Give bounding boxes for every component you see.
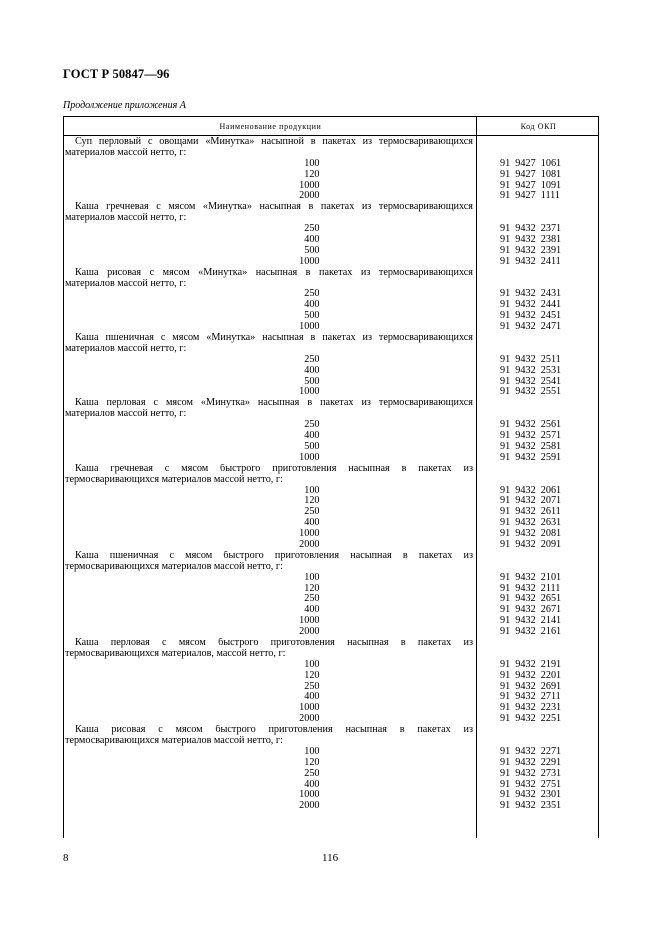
okp-code: 91 9432 2111: [500, 582, 561, 594]
okp-code: 91 9432 2371: [500, 223, 562, 235]
net-weight-value: 2000: [299, 800, 320, 812]
net-weight-value: 2000: [299, 538, 320, 550]
net-weight-value: 1000: [299, 386, 320, 398]
page-number: 8: [63, 852, 69, 864]
okp-code: 91 9432 2351: [500, 800, 562, 812]
okp-code: 91 9432 2231: [500, 702, 562, 714]
product-name-row: [63, 268, 599, 279]
okp-code: 91 9432 2511: [500, 353, 561, 365]
okp-code: 91 9432 2551: [500, 386, 562, 398]
product-name-row: [63, 333, 599, 344]
net-weight-value: 2000: [299, 190, 320, 202]
table-header: [63, 116, 599, 136]
product-name-row: [63, 398, 599, 409]
net-weight-value: 100: [304, 157, 320, 169]
table-row: [63, 573, 599, 584]
net-weight-value: 120: [304, 495, 320, 507]
okp-code: 91 9432 2631: [500, 517, 562, 529]
okp-code: 91 9432 2581: [500, 440, 562, 452]
table-row: [63, 191, 599, 202]
table-row: [63, 671, 599, 682]
product-name-row: [63, 551, 599, 562]
okp-code: 91 9432 2301: [500, 789, 562, 801]
net-weight-value: 100: [304, 484, 320, 496]
product-name-text: Каша перловая с мясом быстрого приготовления насыпная в пакетах из: [75, 637, 473, 648]
net-weight-value: 1000: [299, 702, 320, 714]
okp-code: 91 9432 2751: [500, 778, 562, 790]
product-name-text: Суп перловый с овощами «Минутка» насыпной в пакетах из термосваривающихся: [75, 137, 473, 147]
okp-code: 91 9432 2711: [500, 691, 561, 703]
net-weight-value: 120: [304, 582, 320, 594]
net-weight-value: 400: [304, 778, 320, 790]
products-table: [63, 116, 599, 838]
product-name-row: [63, 137, 599, 148]
product-name-row: [63, 202, 599, 213]
okp-code: 91 9427 1081: [500, 168, 562, 180]
okp-code: 91 9432 2291: [500, 756, 562, 768]
table-row: [63, 257, 599, 268]
okp-code: 91 9432 2101: [500, 571, 562, 583]
net-weight-value: 250: [304, 419, 320, 431]
okp-code: 91 9432 2071: [500, 495, 562, 507]
table-row: [63, 387, 599, 398]
okp-code: 91 9427 1091: [500, 179, 562, 191]
product-name-row: [63, 464, 599, 475]
net-weight-value: 250: [304, 288, 320, 300]
net-weight-value: 1000: [299, 789, 320, 801]
product-name-row: [63, 638, 599, 649]
product-name-text: термосваривающихся материалов, массой нетто, г:: [65, 648, 286, 659]
okp-code: 91 9432 2471: [500, 321, 562, 333]
table-row: [63, 540, 599, 551]
table-body: [63, 137, 599, 812]
column-header-name: Наименование продукции: [219, 122, 322, 131]
product-name-text: материалов массой нетто, г:: [65, 343, 187, 354]
net-weight-value: 400: [304, 299, 320, 311]
product-name-text: материалов массой нетто, г:: [65, 213, 187, 224]
okp-code: 91 9432 2651: [500, 593, 562, 605]
sheet-number: 116: [322, 852, 339, 864]
product-name-text: термосваривающихся материалов массой нетто, г:: [65, 561, 283, 572]
net-weight-value: 400: [304, 517, 320, 529]
net-weight-value: 120: [304, 756, 320, 768]
net-weight-value: 1000: [299, 451, 320, 463]
column-header-code: Код ОКП: [520, 122, 557, 131]
okp-code: 91 9432 2141: [500, 615, 562, 627]
okp-code: 91 9432 2691: [500, 680, 562, 692]
net-weight-value: 250: [304, 680, 320, 692]
okp-code: 91 9432 2391: [500, 244, 562, 256]
table-row: [63, 453, 599, 464]
net-weight-value: 400: [304, 234, 320, 246]
net-weight-value: 400: [304, 691, 320, 703]
continuation-note: Продолжение приложения А: [63, 100, 186, 111]
net-weight-value: 250: [304, 506, 320, 518]
product-name-row: [63, 475, 599, 486]
product-name-text: термосваривающихся материалов массой нетто, г:: [65, 735, 283, 746]
net-weight-value: 100: [304, 658, 320, 670]
table-row: [63, 714, 599, 725]
okp-code: 91 9432 2591: [500, 451, 562, 463]
okp-code: 91 9432 2731: [500, 767, 562, 779]
okp-code: 91 9432 2271: [500, 745, 562, 757]
okp-code: 91 9432 2161: [500, 626, 562, 638]
net-weight-value: 400: [304, 364, 320, 376]
net-weight-value: 120: [304, 168, 320, 180]
net-weight-value: 1000: [299, 528, 320, 540]
net-weight-value: 100: [304, 745, 320, 757]
okp-code: 91 9432 2251: [500, 713, 562, 725]
net-weight-value: 500: [304, 244, 320, 256]
product-name-text: Каша рисовая с мясом «Минутка» насыпная в пакетах из термосваривающихся: [75, 267, 473, 278]
net-weight-value: 400: [304, 430, 320, 442]
okp-code: 91 9432 2411: [500, 255, 561, 267]
okp-code: 91 9432 2201: [500, 669, 562, 681]
okp-code: 91 9432 2611: [500, 506, 561, 518]
table-row: [63, 660, 599, 671]
okp-code: 91 9432 2561: [500, 419, 562, 431]
okp-code: 91 9432 2381: [500, 234, 562, 246]
okp-code: 91 9432 2571: [500, 430, 562, 442]
product-name-text: Каша гречневая с мясом «Минутка» насыпная в пакетах из термосваривающихся: [75, 202, 473, 213]
net-weight-value: 1000: [299, 255, 320, 267]
table-row: [63, 769, 599, 780]
product-name-text: Каша гречневая с мясом быстрого приготовления насыпная в пакетах из: [75, 463, 473, 474]
product-name-row: [63, 725, 599, 736]
table-row: [63, 366, 599, 377]
okp-code: 91 9427 1061: [500, 157, 562, 169]
net-weight-value: 250: [304, 593, 320, 605]
okp-code: 91 9432 2091: [500, 538, 562, 550]
product-name-text: Каша пшеничная с мясом «Минутка» насыпная в пакетах из термосваривающихся: [75, 333, 473, 344]
okp-code: 91 9432 2671: [500, 604, 562, 616]
net-weight-value: 250: [304, 353, 320, 365]
product-name-text: материалов массой нетто, г:: [65, 147, 187, 158]
net-weight-value: 250: [304, 767, 320, 779]
net-weight-value: 500: [304, 375, 320, 387]
net-weight-value: 1000: [299, 321, 320, 333]
okp-code: 91 9432 2531: [500, 364, 562, 376]
product-name-text: Каша пшеничная с мясом быстрого приготовления насыпная в пакетах из: [75, 550, 473, 561]
table-row: [63, 801, 599, 812]
net-weight-value: 2000: [299, 713, 320, 725]
okp-code: 91 9432 2191: [500, 658, 562, 670]
net-weight-value: 100: [304, 571, 320, 583]
table-row: [63, 170, 599, 181]
okp-code: 91 9432 2061: [500, 484, 562, 496]
product-name-text: Каша рисовая с мясом быстрого приготовления насыпная в пакетах из: [75, 725, 473, 736]
okp-code: 91 9432 2451: [500, 310, 562, 322]
okp-code: 91 9432 2081: [500, 528, 562, 540]
okp-code: 91 9432 2441: [500, 299, 562, 311]
product-name-text: термосваривающихся материалов массой нетто, г:: [65, 474, 283, 485]
table-row: [63, 627, 599, 638]
product-name-text: Каша перловая с мясом «Минутка» насыпная в пакетах из термосваривающихся: [75, 398, 473, 409]
okp-code: 91 9427 1111: [500, 190, 560, 202]
net-weight-value: 250: [304, 223, 320, 235]
net-weight-value: 500: [304, 310, 320, 322]
net-weight-value: 1000: [299, 179, 320, 191]
document-header: ГОСТ Р 50847—96: [63, 67, 170, 81]
net-weight-value: 1000: [299, 615, 320, 627]
okp-code: 91 9432 2431: [500, 288, 562, 300]
product-name-text: материалов массой нетто, г:: [65, 278, 187, 289]
product-name-text: материалов массой нетто, г:: [65, 409, 187, 420]
okp-code: 91 9432 2541: [500, 375, 562, 387]
product-name-row: [63, 562, 599, 573]
net-weight-value: 2000: [299, 626, 320, 638]
table-row: [63, 322, 599, 333]
net-weight-value: 400: [304, 604, 320, 616]
net-weight-value: 120: [304, 669, 320, 681]
net-weight-value: 500: [304, 440, 320, 452]
